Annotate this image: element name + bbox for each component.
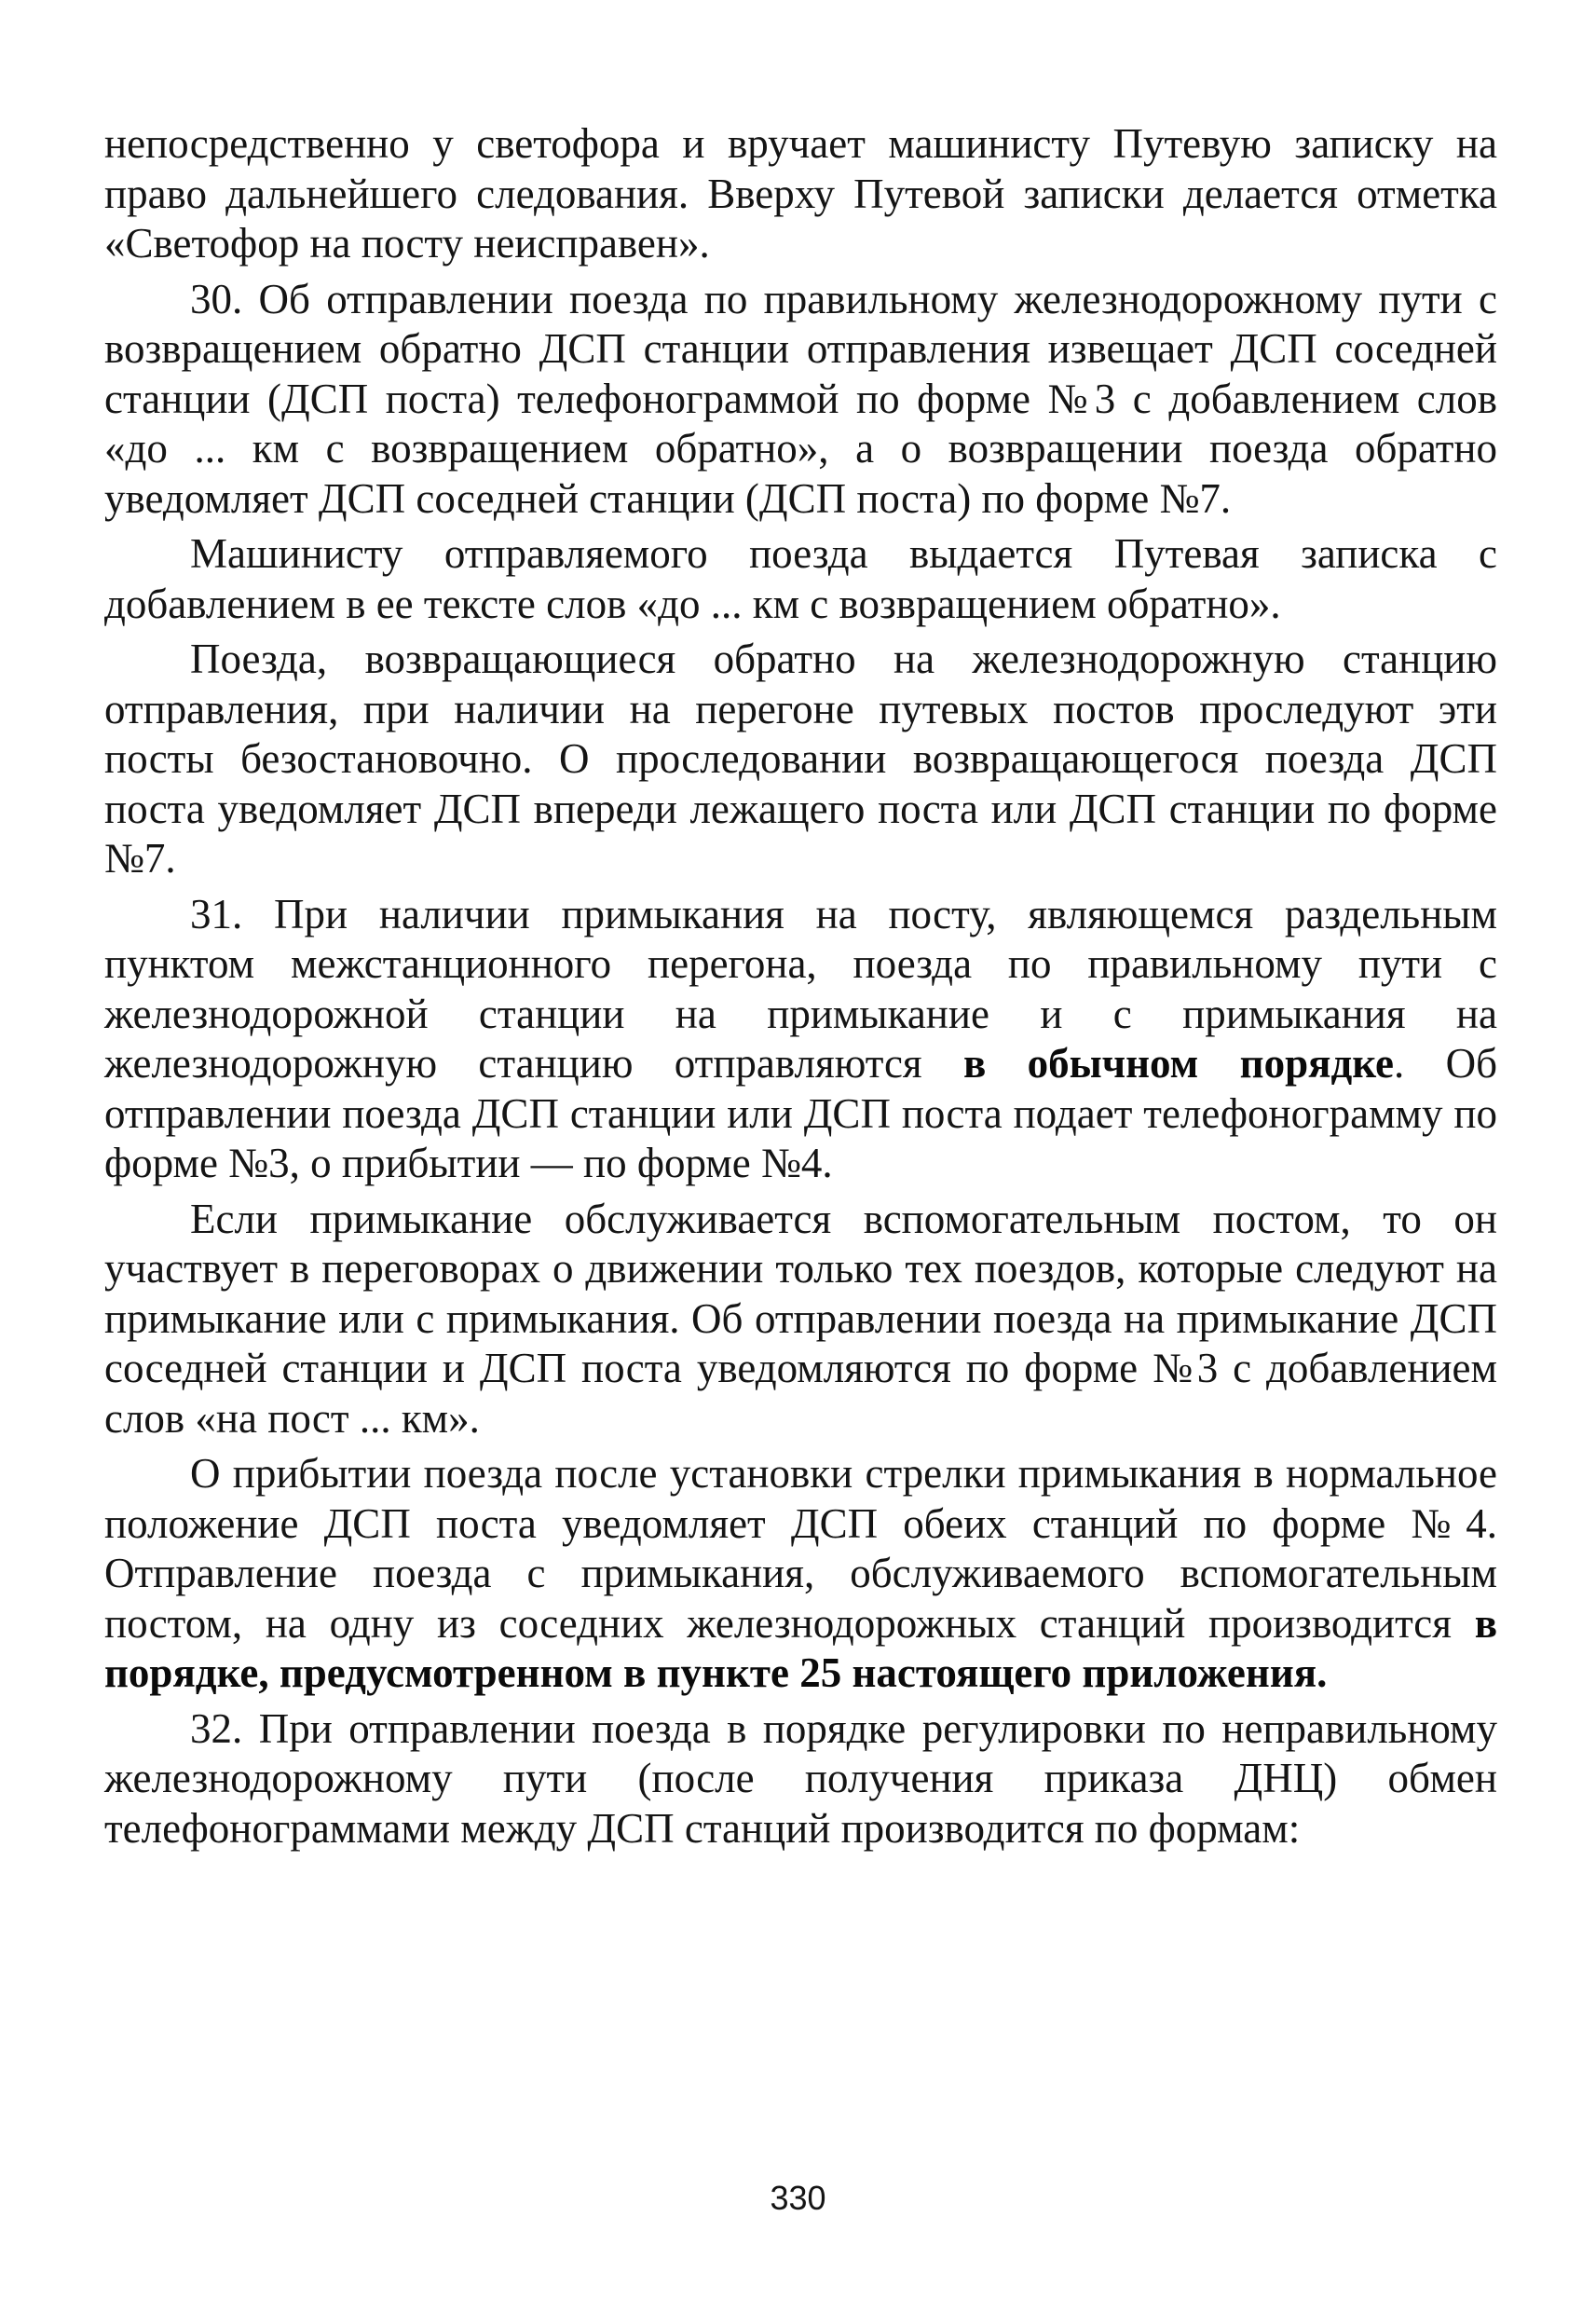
bold-emphasis: в обычном порядке: [962, 1040, 1395, 1087]
bold-emphasis: в порядке, предусмотренном в пункте 25 настоящего приложения.: [104, 1599, 1497, 1696]
paragraph-6: [104, 1449, 1497, 1699]
paragraph-text: 31. При наличии примыкания на посту, являющемся раздельным пунктом межстанционного перегона, поезда по правильному пути с железнодорожной станции на примыкание и с примыкания на железнодорожную станцию отправляются: [104, 890, 1497, 1087]
paragraph-text: О прибытии поезда после установки стрелки примыкания в нормальное положение ДСП поста уведомляет ДСП обеих станций по форме №4. Отправление поезда с примыкания, обслуживаемого вспомогательным постом, на одну из соседних железнодорожных станций производится: [104, 1450, 1497, 1647]
paragraph-text: Машинисту отправляемого поезда выдается Путевая записка с добавлением в ее тексте слов «до ... км с возвращением обратно».: [104, 530, 1497, 627]
paragraph-0: [104, 119, 1497, 269]
paragraph-3: [104, 635, 1497, 884]
paragraph-text: . Об отправлении поезда ДСП станции или ДСП поста подает телефонограмму по форме №3, о прибытии — по форме №4.: [104, 1040, 1497, 1186]
paragraph-text: Если примыкание обслуживается вспомогательным постом, то он участвует в переговорах о движении только тех поездов, которые следуют на примыкание или с примыкания. Об отправлении поезда на примыкание ДСП соседней станции и ДСП поста уведомляются по форме №3 с добавлением слов «на пост ... км».: [104, 1195, 1497, 1442]
paragraph-item-32: [104, 1704, 1497, 1854]
paragraph-text: Поезда, возвращающиеся обратно на железнодорожную станцию отправления, при наличии на перегоне путевых постов проследуют эти посты безостановочно. О проследовании возвращающегося поезда ДСП поста уведомляет ДСП впереди лежащего поста или ДСП станции по форме №7.: [104, 636, 1497, 882]
paragraph-text: 32. При отправлении поезда в порядке регулировки по неправильному железнодорожному пути (после получения приказа ДНЦ) обмен телефонограммами между ДСП станций производится по формам:: [104, 1704, 1497, 1852]
document-body: [104, 119, 1497, 1859]
paragraph-text: 30. Об отправлении поезда по правильному железнодорожному пути с возвращением обратно ДСП станции отправления извещает ДСП соседней станции (ДСП поста) телефонограммой по форме №3 с добавлением слов «до ... км с возвращением обратно», а о возвращении поезда обратно уведомляет ДСП соседней станции (ДСП поста) по форме №7.: [104, 275, 1497, 522]
paragraph-text: непосредственно у светофора и вручает машинисту Путевую записку на право дальнейшего следования. Вверху Путевой записки делается отметка «Светофор на посту неисправен».: [104, 120, 1497, 267]
paragraph-item-31: [104, 890, 1497, 1189]
paragraph-2: [104, 529, 1497, 629]
paragraph-item-30: [104, 275, 1497, 525]
paragraph-5: [104, 1195, 1497, 1444]
page-number: 330: [770, 2179, 826, 2217]
